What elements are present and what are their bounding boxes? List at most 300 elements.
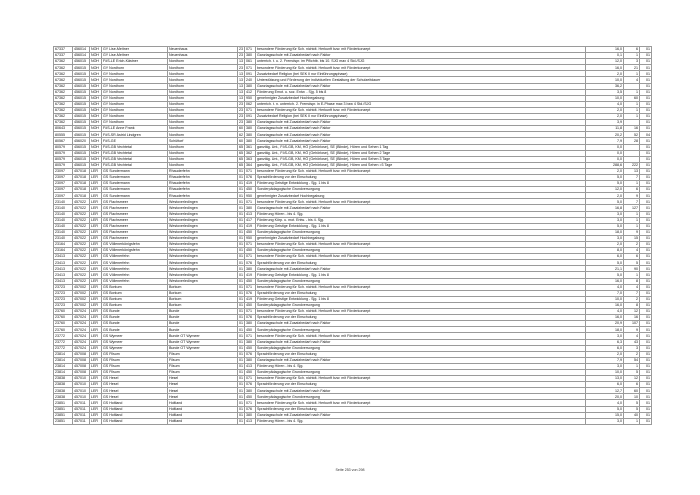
cell-district-code: 456015 [73, 162, 90, 168]
cell-school-id: 23723 [54, 302, 73, 308]
cell-city: Westoverledingen [168, 266, 238, 272]
cell-city: Filsum [168, 357, 238, 363]
cell-city: Nordhorn [168, 126, 238, 132]
cell-measure-description: Sonderpädagogische Grundversorgung [256, 327, 586, 333]
cell-school-name: GS Flachsmeer [102, 235, 168, 241]
cell-count: 60 [624, 95, 640, 101]
cell-hours: 4,0 [586, 400, 624, 406]
cell-flag: 01 [640, 53, 652, 59]
cell-school-id: 23413 [54, 260, 73, 266]
cell-school-id: 23413 [54, 254, 73, 260]
cell-measure-description: unterrich. t. n. unterrich. 2. Fremdspr. in E-Phase max 3 bzw 4 Std./SJG [256, 101, 586, 107]
cell-school-name: GS Sundermann [102, 181, 168, 187]
cell-type-code: 01 [239, 364, 243, 369]
cell-type-code: 01 [239, 412, 243, 417]
cell-school-name: GS Filsum [102, 369, 168, 375]
cell-district-code: 457002 [73, 302, 90, 308]
cell-school-id: 67362 [54, 89, 73, 95]
cell-type-code: 60 [239, 138, 243, 143]
cell-district: LER [90, 248, 102, 254]
cell-flag: 01 [640, 296, 652, 302]
cell-flag: 01 [640, 290, 652, 296]
cell-school-name: GY Nordhorn [102, 83, 168, 89]
cell-flag: 01 [640, 376, 652, 382]
cell-type-code: 01 [239, 230, 243, 235]
cell-flag: 01 [640, 284, 652, 290]
cell-hours: 15,0 [586, 412, 624, 418]
cell-flag: 01 [640, 211, 652, 217]
cell-hours: 16,8 [586, 205, 624, 211]
cell-school-name: GY Nordhorn [102, 89, 168, 95]
cell-measure-description: besondere Förderung für Sch. nichtdt. Herkunft bzw. mit Förderkonzept [256, 199, 586, 205]
cell-type-code: 01 [239, 217, 243, 222]
cell-count: 107 [624, 321, 640, 327]
cell-city: Westoverledingen [168, 205, 238, 211]
cell-measure-description: besondere Förderung für Sch. nichtdt. Herkunft bzw. mit Förderkonzept [256, 242, 586, 248]
cell-measure-code: 071 [245, 333, 256, 339]
cell-city: Westoverledingen [168, 229, 238, 235]
cell-school-id: 23723 [54, 290, 73, 296]
cell-measure-description: Förderung Geistige Entwicklung - Sjg. 1 bis 8 [256, 296, 586, 302]
cell-hours: 20,0 [586, 394, 624, 400]
cell-hours: 2,0 [586, 107, 624, 113]
cell-measure-code: 950 [245, 235, 256, 241]
cell-measure-description: Sprachförderung vor der Einschulung [256, 315, 586, 321]
cell-city: Nordhorn [168, 65, 238, 71]
cell-hours: 16,0 [586, 315, 624, 321]
cell-flag: 01 [640, 309, 652, 315]
cell-district: NOH [90, 150, 102, 156]
cell-count: 6 [624, 382, 640, 388]
cell-flag: 04 [640, 132, 652, 138]
cell-measure-description: genehmigter Zusatzbedarf Hochbegabung [256, 95, 586, 101]
cell-measure-description: besondere Förderung für Sch. nichtdt. Herkunft bzw. mit Förderkonzept [256, 333, 586, 339]
cell-type-code: 23 [239, 108, 243, 113]
cell-type-code: 01 [239, 260, 243, 265]
cell-hours: 5,0 [586, 223, 624, 229]
cell-school-name: GY Lise-Meitner [102, 47, 168, 53]
cell-school-name: GY Nordhorn [102, 95, 168, 101]
cell-count: 40 [624, 412, 640, 418]
cell-hours: 21,1 [586, 266, 624, 272]
cell-school-name: GS Holtland [102, 406, 168, 412]
cell-school-id: 67362 [54, 95, 73, 101]
cell-type-code: 65 [239, 150, 243, 155]
cell-type-code: 13 [239, 77, 243, 82]
cell-city: Nordhorn [168, 95, 238, 101]
cell-count: 8 [624, 278, 640, 284]
cell-measure-description: besondere Förderung für Sch. nichtdt. Herkunft bzw. mit Förderkonzept [256, 47, 586, 53]
cell-city: Hesel [168, 382, 238, 388]
cell-hours: 5,0 [586, 181, 624, 187]
cell-district: NOH [90, 138, 102, 144]
cell-count: 1 [624, 114, 640, 120]
cell-count: 1 [624, 71, 640, 77]
cell-school-name: GS Borkum [102, 284, 168, 290]
cell-school-name: GS Filsum [102, 351, 168, 357]
cell-city: Rhauderfehn [168, 174, 238, 180]
cell-district: LER [90, 296, 102, 302]
cell-measure-code: 071 [245, 107, 256, 113]
cell-school-id: 23760 [54, 309, 73, 315]
cell-type-code: 23 [239, 65, 243, 70]
cell-type-code: 01 [239, 205, 243, 210]
cell-measure-code: 450 [245, 369, 256, 375]
cell-school-id: 23140 [54, 217, 73, 223]
cell-district: LER [90, 302, 102, 308]
cell-city: Holtland [168, 412, 238, 418]
cell-hours: 3,0 [586, 211, 624, 217]
cell-flag: 01 [640, 351, 652, 357]
cell-type-code: 01 [239, 211, 243, 216]
cell-school-id: 67337 [54, 53, 73, 59]
cell-district-code: 457024 [73, 309, 90, 315]
cell-school-id: 80567 [54, 138, 73, 144]
cell-school-id: 67362 [54, 101, 73, 107]
cell-city: Nordhorn [168, 144, 238, 150]
cell-hours: 16,0 [586, 278, 624, 284]
cell-measure-description: Ganztagsschule mit Zusatzbedarf nach Faktor [256, 412, 586, 418]
cell-measure-description: Förderung Geistige Entwicklung - Sjg. 1 bis 8 [256, 223, 586, 229]
cell-flag: 01 [640, 83, 652, 89]
cell-count: 1 [624, 89, 640, 95]
cell-city: Holtland [168, 400, 238, 406]
cell-measure-description: Sonderpädagogische Grundversorgung [256, 229, 586, 235]
cell-measure-description: besondere Förderung für Sch. nichtdt. Herkunft bzw. mit Förderkonzept [256, 254, 586, 260]
cell-city: Neuenhaus [168, 47, 238, 53]
cell-school-name: GY Lise-Meitner [102, 53, 168, 59]
cell-flag: 01 [640, 95, 652, 101]
cell-district-code: 456015 [73, 126, 90, 132]
cell-district: NOH [90, 156, 102, 162]
cell-district-code: 457011 [73, 406, 90, 412]
cell-city: Rhauderfehn [168, 193, 238, 199]
cell-type-code: 01 [239, 370, 243, 375]
cell-hours: 0,0 [586, 144, 624, 150]
cell-hours: 7,0 [586, 290, 624, 296]
cell-school-id: 23760 [54, 327, 73, 333]
cell-district-code: 457010 [73, 382, 90, 388]
cell-type-code: 13 [239, 89, 243, 94]
cell-measure-description: Sonderpädagogische Grundversorgung [256, 278, 586, 284]
cell-school-name: GS Filsum [102, 357, 168, 363]
cell-count: 8 [624, 302, 640, 308]
cell-city: Westoverledingen [168, 254, 238, 260]
cell-flag: 01 [640, 126, 652, 132]
cell-city: Bunde OT Wymeer [168, 339, 238, 345]
cell-count: 2 [624, 242, 640, 248]
cell-measure-code: 380 [245, 321, 256, 327]
cell-count: 1 [624, 418, 640, 424]
cell-district-code: 456015 [73, 65, 90, 71]
cell-district: NOH [90, 77, 102, 83]
cell-measure-description: Förderung Geistige Entwicklung - Sjg. 1 bis 8 [256, 272, 586, 278]
cell-flag: 01 [640, 302, 652, 308]
cell-measure-description: besondere Förderung für Sch. nichtdt. Herkunft bzw. mit Förderkonzept [256, 376, 586, 382]
cell-hours: 10,0 [586, 95, 624, 101]
cell-district: LER [90, 278, 102, 284]
cell-school-name: FöS-SR Astrid Lindgren [102, 132, 168, 138]
cell-flag: 01 [640, 369, 652, 375]
cell-district: LER [90, 315, 102, 321]
cell-measure-code: 380 [245, 132, 256, 138]
cell-district-code: 456015 [73, 77, 90, 83]
cell-city: Westoverledingen [168, 272, 238, 278]
cell-district-code: 457022 [73, 223, 90, 229]
cell-district-code: 457024 [73, 339, 90, 345]
cell-district: LER [90, 382, 102, 388]
cell-school-name: GY Nordhorn [102, 120, 168, 126]
cell-count: 90 [624, 266, 640, 272]
cell-hours: 0,1 [586, 53, 624, 59]
cell-district-code: 456015 [73, 114, 90, 120]
cell-hours: 0,0 [586, 156, 624, 162]
cell-measure-code: 380 [245, 388, 256, 394]
cell-measure-code: 413 [245, 418, 256, 424]
cell-measure-description: Ganztagsschule mit Zusatzbedarf nach Faktor [256, 357, 586, 363]
cell-school-id: 23772 [54, 339, 73, 345]
cell-hours: 7,9 [586, 357, 624, 363]
cell-district-code: 457022 [73, 260, 90, 266]
cell-school-id: 23814 [54, 369, 73, 375]
cell-school-name: GS Sundermann [102, 168, 168, 174]
cell-count: 16 [624, 315, 640, 321]
cell-type-code: 23 [239, 47, 243, 52]
cell-type-code: 23 [239, 114, 243, 119]
cell-measure-code: 071 [245, 254, 256, 260]
cell-measure-code: 419 [245, 181, 256, 187]
cell-district-code: 457022 [73, 278, 90, 284]
cell-district: LER [90, 242, 102, 248]
cell-hours: 2,0 [586, 351, 624, 357]
cell-district: LER [90, 266, 102, 272]
cell-measure-description: Ganztagsschule mit Zusatzbedarf nach Faktor [256, 53, 586, 59]
cell-measure-code: 076 [245, 382, 256, 388]
page-footer: Seite 253 von 298 [335, 468, 365, 472]
cell-flag: 01 [640, 272, 652, 278]
cell-type-code: 01 [239, 303, 243, 308]
cell-city: Bunde OT Wymeer [168, 345, 238, 351]
cell-hours: 6,3 [586, 339, 624, 345]
cell-city: Filsum [168, 363, 238, 369]
cell-school-name: GS Flachsmeer [102, 229, 168, 235]
cell-type-code: 60 [239, 126, 243, 131]
cell-count: 12 [624, 309, 640, 315]
cell-measure-description: besondere Förderung für Sch. nichtdt. Herkunft bzw. mit Förderkonzept [256, 65, 586, 71]
cell-measure-description: Ganztagsschule mit Zusatzbedarf nach Faktor [256, 388, 586, 394]
cell-city: Westoverledingen [168, 260, 238, 266]
cell-district: NOH [90, 162, 102, 168]
cell-flag: 01 [640, 394, 652, 400]
cell-measure-description: Sprachförderung vor der Einschulung [256, 290, 586, 296]
cell-flag: 01 [640, 363, 652, 369]
cell-school-id: 23097 [54, 181, 73, 187]
cell-school-id: 67337 [54, 47, 73, 53]
cell-school-name: GS Borkum [102, 302, 168, 308]
cell-flag: 01 [640, 101, 652, 107]
cell-city: Neuenhaus [168, 53, 238, 59]
cell-flag: 01 [640, 59, 652, 65]
cell-measure-description: besondere Förderung für Sch. nichtdt. Herkunft bzw. mit Förderkonzept [256, 309, 586, 315]
cell-type-code: 01 [239, 382, 243, 387]
cell-measure-code: 071 [245, 47, 256, 53]
cell-district-code: 457022 [73, 199, 90, 205]
cell-city: Nordhorn [168, 150, 238, 156]
cell-city: Westoverledingen [168, 248, 238, 254]
cell-school-name: GS Völlenerkönigsfehn [102, 248, 168, 254]
cell-hours: 2,0 [586, 114, 624, 120]
cell-flag: 01 [640, 150, 652, 156]
cell-measure-description: Sonderpädagogische Grundversorgung [256, 394, 586, 400]
cell-school-name: GS Hesel [102, 382, 168, 388]
cell-district-code: 457022 [73, 242, 90, 248]
cell-city: Filsum [168, 351, 238, 357]
cell-flag: 01 [640, 187, 652, 193]
cell-city: Nordhorn [168, 162, 238, 168]
cell-type-code: 01 [239, 175, 243, 180]
cell-city: Hesel [168, 388, 238, 394]
cell-school-id: 23851 [54, 412, 73, 418]
cell-type-code: 13 [239, 71, 243, 76]
cell-count: 3 [624, 59, 640, 65]
cell-school-id: 23851 [54, 406, 73, 412]
cell-hours: 7,9 [586, 138, 624, 144]
cell-district: NOH [90, 71, 102, 77]
cell-city: Nordhorn [168, 107, 238, 113]
cell-type-code: 23 [239, 120, 243, 125]
cell-type-code: 01 [239, 376, 243, 381]
cell-type-code: 62 [239, 132, 243, 137]
cell-measure-code: 450 [245, 229, 256, 235]
cell-measure-code: 071 [245, 168, 256, 174]
cell-district: LER [90, 388, 102, 394]
cell-hours: 18,0 [586, 229, 624, 235]
cell-measure-description: Ganztagsschule mit Zusatzbedarf nach Faktor [256, 339, 586, 345]
cell-district: LER [90, 363, 102, 369]
cell-school-name: GS Völlenerfehn [102, 278, 168, 284]
cell-flag: 01 [640, 345, 652, 351]
cell-measure-description: Unterstützung und Förderung der individuellen Gestaltung der Schulzeitdauer [256, 77, 586, 83]
cell-district-code: 456015 [73, 156, 90, 162]
cell-district: NOH [90, 89, 102, 95]
cell-school-id: 23140 [54, 229, 73, 235]
cell-hours: 4,0 [586, 309, 624, 315]
cell-school-name: FöS-GB Vechtetal [102, 150, 168, 156]
cell-school-name: GS Flachsmeer [102, 205, 168, 211]
cell-city: Rhauderfehn [168, 168, 238, 174]
cell-count: 3 [624, 345, 640, 351]
cell-school-name: GS Filsum [102, 363, 168, 369]
cell-city: Westoverledingen [168, 278, 238, 284]
cell-school-name: GS Holtland [102, 412, 168, 418]
cell-measure-code: 380 [245, 412, 256, 418]
cell-measure-code: 419 [245, 223, 256, 229]
cell-district-code: 456015 [73, 95, 90, 101]
cell-count: 60 [624, 388, 640, 394]
cell-measure-code: 450 [245, 248, 256, 254]
cell-district-code: 457024 [73, 333, 90, 339]
cell-school-name: GS Bunde [102, 327, 168, 333]
cell-district-code: 457011 [73, 400, 90, 406]
cell-measure-code: 364 [245, 162, 256, 168]
cell-school-name: GS Völlenerfehn [102, 260, 168, 266]
cell-measure-description: besondere Förderung für Sch. nichtdt. Herkunft bzw. mit Förderkonzept [256, 400, 586, 406]
cell-measure-code: 950 [245, 193, 256, 199]
cell-measure-description: besondere Förderung für Sch. nichtdt. Herkunft bzw. mit Förderkonzept [256, 168, 586, 174]
cell-measure-code: 071 [245, 376, 256, 382]
cell-type-code: 01 [239, 297, 243, 302]
cell-city: Westoverledingen [168, 211, 238, 217]
cell-city: Nordhorn [168, 132, 238, 138]
cell-district: LER [90, 187, 102, 193]
cell-measure-code: 361 [245, 144, 256, 150]
cell-city: Rhauderfehn [168, 181, 238, 187]
cell-count: 2 [624, 296, 640, 302]
cell-city: Westoverledingen [168, 199, 238, 205]
cell-school-id: 67362 [54, 120, 73, 126]
cell-measure-code: 419 [245, 272, 256, 278]
cell-flag: 01 [640, 229, 652, 235]
cell-district-code: 457024 [73, 345, 90, 351]
cell-type-code: 01 [239, 339, 243, 344]
cell-measure-code: 450 [245, 187, 256, 193]
cell-school-name: GY Nordhorn [102, 77, 168, 83]
cell-flag: 01 [640, 71, 652, 77]
cell-measure-code: 417 [245, 217, 256, 223]
cell-district: NOH [90, 65, 102, 71]
cell-hours: 3,0 [586, 333, 624, 339]
cell-school-name: GS Borkum [102, 290, 168, 296]
cell-type-code: 01 [239, 327, 243, 332]
cell-count: 6 [624, 47, 640, 53]
cell-measure-code: 071 [245, 400, 256, 406]
cell-count: 21 [624, 65, 640, 71]
cell-measure-description: Sprachförderung vor der Einschulung [256, 406, 586, 412]
cell-school-id: 67362 [54, 107, 73, 113]
cell-measure-description: Förderung Körp. u. mot. Entw. - bis 4. Sjg. [256, 217, 586, 223]
cell-school-name: GS Sundermann [102, 193, 168, 199]
cell-count: 13 [624, 168, 640, 174]
cell-flag: 01 [640, 235, 652, 241]
cell-flag: 01 [640, 199, 652, 205]
cell-district-code: 456014 [73, 53, 90, 59]
cell-hours: 5,0 [586, 406, 624, 412]
cell-hours: 2,0 [586, 242, 624, 248]
cell-district-code: 457010 [73, 388, 90, 394]
cell-school-name: GS Borkum [102, 296, 168, 302]
cell-type-code: 01 [239, 358, 243, 363]
cell-flag: 01 [640, 156, 652, 162]
cell-district-code: 457010 [73, 394, 90, 400]
cell-district: LER [90, 351, 102, 357]
cell-measure-description: Förderung Geistige Entwicklung - Sjg. 1 bis 8 [256, 181, 586, 187]
cell-district-code: 457022 [73, 254, 90, 260]
cell-school-id: 23097 [54, 187, 73, 193]
cell-hours: 10,0 [586, 77, 624, 83]
cell-measure-code: 071 [245, 242, 256, 248]
cell-school-name: GY Nordhorn [102, 101, 168, 107]
cell-district-code: 456015 [73, 150, 90, 156]
cell-district-code: 457011 [73, 418, 90, 424]
cell-measure-description: Sonderpädagogische Grundversorgung [256, 345, 586, 351]
cell-count: 1 [624, 363, 640, 369]
cell-hours: 12,0 [586, 59, 624, 65]
cell-district: NOH [90, 101, 102, 107]
cell-district: NOH [90, 95, 102, 101]
cell-district: LER [90, 181, 102, 187]
cell-count: 10 [624, 394, 640, 400]
cell-district-code: 457022 [73, 217, 90, 223]
